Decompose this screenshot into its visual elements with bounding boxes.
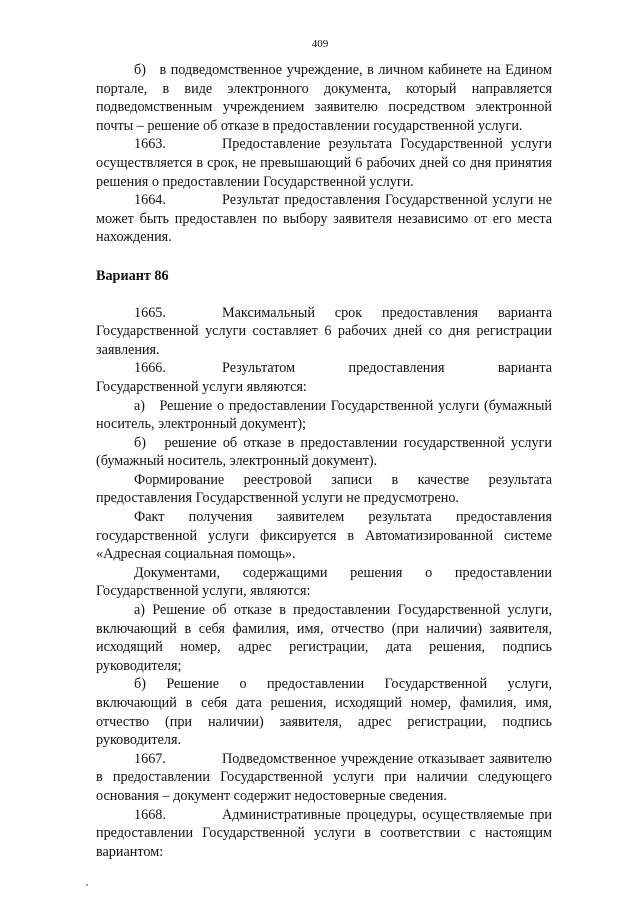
paragraph-number: 1664. <box>134 192 166 209</box>
paragraph-documents-a: а) Решение об отказе в предоставлении Государственной услуги, включающий в себя фамилия, имя, отчество (при наличии) заявителя, исходящий номер, адрес регистрации, дата решения, подпись руководителя; <box>96 602 552 674</box>
paragraph-number: 1663. <box>134 136 166 153</box>
paragraph-text: Предоставление результата Государственной услуги осуществляется в срок, не превышающий 6 рабочих дней со дня принятия решения о предоставлении Государственной услуги. <box>96 136 552 190</box>
paragraph-documents: Документами, содержащими решения о предоставлении Государственной услуги, являются: <box>96 564 552 600</box>
paragraph-text: Результатом предоставления варианта Государственной услуги являются: <box>96 360 552 395</box>
paragraph-number: 1666. <box>134 360 166 377</box>
paragraph-item-b-portal: б) в подведомственное учреждение, в личном кабинете на Едином портале, в виде электронного документа, который направляется подведомственным учреждением заявителю посредством электронной почты – решение об отказе в предоставлении государственной услуги. <box>96 62 552 134</box>
paragraph-text: Подведомственное учреждение отказывает заявителю в предоставлении Государственной услуги при наличии следующего основания – документ содержит недостоверные сведения. <box>96 750 552 804</box>
paragraph-text: Максимальный срок предоставления варианта Государственной услуги составляет 6 рабочих дней со дня регистрации заявления. <box>96 304 552 358</box>
paragraph-text: Административные процедуры, осуществляемые при предоставлении Государственной услуги в соответствии с настоящим вариантом: <box>96 806 552 860</box>
page-number: 409 <box>311 38 329 50</box>
paragraph-1666-b: б) решение об отказе в предоставлении государственной услуги (бумажный носитель, электронный документ). <box>96 434 552 470</box>
document-body <box>96 61 552 861</box>
paragraph-number: 1668. <box>134 806 166 823</box>
paragraph-1666-a: а) Решение о предоставлении Государственной услуги (бумажный носитель, электронный документ); <box>96 397 552 433</box>
paragraph-fact: Факт получения заявителем результата предоставления государственной услуги фиксируется в Автоматизированной системе «Адресная социальная помощь». <box>96 509 552 563</box>
paragraph-1667 <box>96 750 552 806</box>
paragraph-text: Результат предоставления Государственной услуги не может быть предоставлен по выбору заявителя независимо от его места нахождения. <box>96 192 552 246</box>
paragraph-1663 <box>96 135 552 191</box>
paragraph-number: 1667. <box>134 750 166 767</box>
paragraph-1668 <box>96 806 552 862</box>
paragraph-1664 <box>96 191 552 247</box>
section-heading: Вариант 86 <box>96 267 169 284</box>
paragraph-1666 <box>96 359 552 396</box>
paragraph-number: 1665. <box>134 304 166 321</box>
scan-artifact <box>86 884 88 886</box>
paragraph-1665 <box>96 304 552 360</box>
paragraph-registry: Формирование реестровой записи в качестве результата предоставления Государственной услуги не предусмотрено. <box>96 471 552 507</box>
paragraph-documents-b: б) Решение о предоставлении Государственной услуги, включающий в себя дата решения, исходящий номер, фамилия, имя, отчество (при наличии) заявителя, адрес регистрации, подпись руководителя. <box>96 676 552 749</box>
